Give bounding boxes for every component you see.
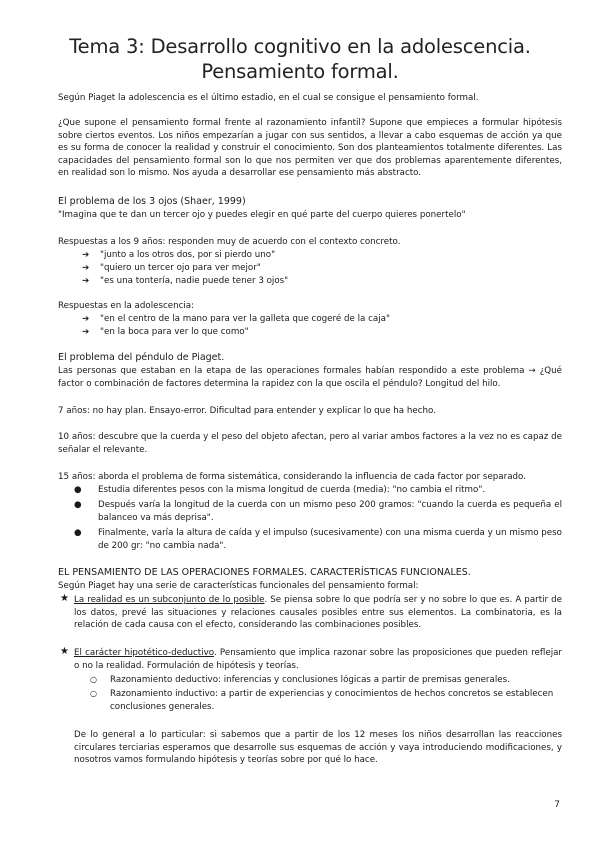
adolescence-label: Respuestas en la adolescencia: (58, 301, 195, 311)
list-item-text: "es una tontería, nadie puede tener 3 ojos" (100, 276, 289, 286)
list-item-text (74, 647, 562, 672)
nine-years-label: Respuestas a los 9 años: responden muy de acuerdo con el contexto concreto. (58, 237, 401, 247)
list-item-text: "junto a los otros dos, por si pierdo uno" (100, 250, 276, 260)
characteristic-title: El carácter hipotético-deductivo (74, 648, 214, 658)
list-item-text (74, 594, 562, 632)
circle-icon: ○ (90, 675, 97, 684)
intro-paragraph: Según Piaget la adolescencia es el último estadio, en el cual se consigue el pensamiento formal. (58, 93, 479, 103)
three-eyes-heading: El problema de los 3 ojos (Shaer, 1999) (58, 196, 246, 207)
list-item-text: "quiero un tercer ojo para ver mejor" (100, 263, 261, 273)
list-item-text: "en el centro de la mano para ver la galleta que cogeré de la caja" (100, 314, 390, 324)
list-item-text: Razonamiento deductivo: inferencias y conclusiones lógicas a partir de premisas generales. (110, 675, 510, 685)
formal-operations-heading: EL PENSAMIENTO DE LAS OPERACIONES FORMALES. CARACTERÍSTICAS FUNCIONALES. (58, 567, 471, 578)
star-icon: ★ (60, 646, 69, 657)
list-item-text: Estudia diferentes pesos con la misma longitud de cuerda (media): "no cambia el ritmo". (98, 485, 486, 495)
title-line-2: Pensamiento formal. (201, 60, 399, 83)
bullet-icon: ● (74, 485, 82, 495)
arrow-icon: ➔ (82, 276, 90, 286)
pendulum-heading: El problema del péndulo de Piaget. (58, 352, 225, 363)
list-item-text: Finalmente, varía la altura de caída y el impulso (sucesivamente) con una misma cuerda y un mismo peso de 200 gr: "no cambia nada". (98, 528, 562, 551)
bullet-icon: ● (74, 528, 82, 538)
list-item-text: "en la boca para ver lo que como" (100, 327, 249, 337)
characteristic-text: . Se piensa sobre lo que podría ser y no sobre lo que es. A partir de los datos, prevé las situaciones y relaciones causales posibles entre sus elementos. La combinatoria, es la relación de cada causa con el efecto, considerando las combinaciones posibles. (74, 595, 562, 631)
age-7-paragraph: 7 años: no hay plan. Ensayo-error. Dificultad para entender y explicar lo que ha hecho. (58, 406, 436, 416)
page-number: 7 (554, 800, 560, 810)
closing-paragraph: De lo general a lo particular: si sabemos que a partir de los 12 meses los niños desarrollan las reacciones circulares terciarias esperamos que desarrolle sus esquemas de acción y vaya introduciendo modificaciones, y nosotros vamos formulando hipótesis y teorías sobre por qué lo hace. (74, 730, 562, 766)
three-eyes-quote: "Imagina que te dan un tercer ojo y puedes elegir en qué parte del cuerpo quieres ponertelo" (58, 210, 466, 220)
bullet-icon: ● (74, 500, 82, 510)
arrow-icon: ➔ (82, 327, 90, 337)
age-10-paragraph: 10 años: descubre que la cuerda y el peso del objeto afectan, pero al variar ambos factores a la vez no es capaz de señalar el relevante. (58, 432, 562, 455)
age-15-paragraph: 15 años: aborda el problema de forma sistemática, considerando la influencia de cada factor por separado. (58, 472, 526, 482)
circle-icon: ○ (90, 689, 97, 698)
characteristic-title: La realidad es un subconjunto de lo posible (74, 595, 265, 605)
formal-operations-intro: Según Piaget hay una serie de características funcionales del pensamiento formal: (58, 581, 419, 591)
arrow-icon: ➔ (82, 263, 90, 273)
question-paragraph: ¿Que supone el pensamiento formal frente al razonamiento infantil? Supone que empieces a formular hipótesis sobre ciertos eventos. Los niños empezarían a jugar con sus sentidos, a llevar a cabo esquemas de acción ya que es su forma de conocer la realidad y construir el conocimiento. Son dos planteamientos totalmente diferentes. Las capacidades del pensamiento formal son lo que nos permiten ver que dos problemas aparentemente diferentes, en realidad son lo mismo. Nos ayuda a desarrollar ese pensamiento más abstracto. (58, 118, 562, 179)
page-title (40, 34, 560, 84)
arrow-icon: ➔ (82, 250, 90, 260)
title-line-1: Tema 3: Desarrollo cognitivo en la adolescencia. (69, 35, 531, 58)
pendulum-description: Las personas que estaban en la etapa de las operaciones formales habían respondido a este problema → ¿Qué factor o combinación de factores determina la rapidez con la que oscila el péndulo? Longitud del hilo. (58, 366, 562, 389)
list-item-text: Razonamiento inductivo: a partir de experiencias y conocimientos de hechos concretos se establecen conclusiones generales. (110, 689, 554, 712)
characteristic-text: . Pensamiento que implica razonar sobre las proposiciones que pueden reflejar o no la realidad. Formulación de hipótesis y teorías. (74, 648, 562, 671)
list-item-text: Después varía la longitud de la cuerda con un mismo peso 200 gramos: "cuando la cuerda es pequeña el balanceo va más deprisa". (98, 500, 562, 523)
arrow-icon: ➔ (82, 314, 90, 324)
star-icon: ★ (60, 593, 69, 604)
